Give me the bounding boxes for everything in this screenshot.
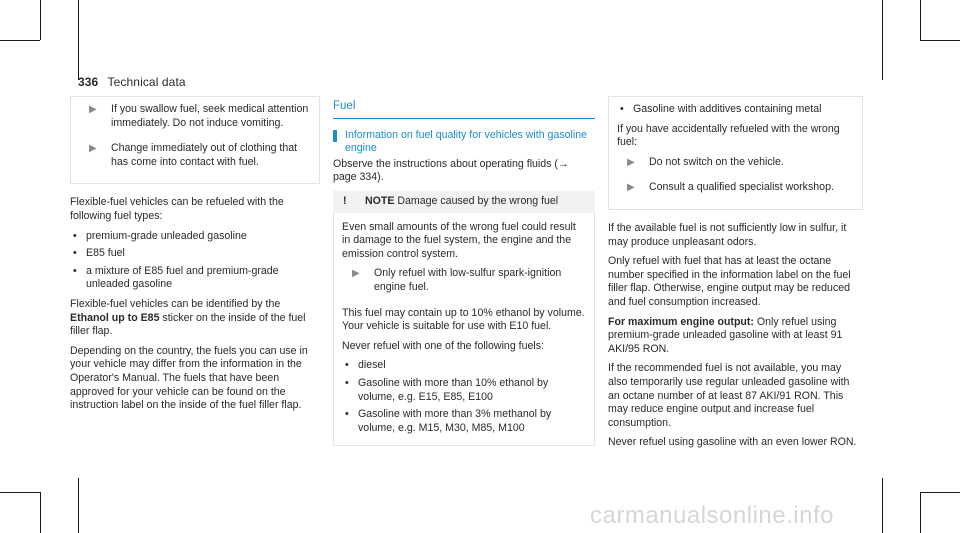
crop-mark	[920, 0, 921, 40]
octane-paragraph: Only refuel with fuel that has at least the octane number specified in the information label on the fuel filler flap. Otherwise, engine output may be reduced and fuel consumption increased.	[608, 255, 851, 308]
step-arrow-icon: ▶	[352, 268, 360, 280]
note-label: NOTE	[365, 194, 395, 207]
step-text: Change immediately out of clothing that has come into contact with fuel.	[111, 142, 298, 168]
page-header	[78, 75, 186, 89]
left-column	[70, 96, 320, 419]
note-title: Damage caused by the wrong fuel	[397, 194, 559, 207]
list-item: • a mixture of E85 fuel and premium-grade unleaded gasoline	[73, 264, 279, 291]
observe-paragraph: Observe the instructions about operating fluids (→ page 334).	[333, 157, 569, 184]
section-title: Fuel	[333, 100, 595, 119]
note-header	[333, 191, 595, 213]
ethanol-paragraph: This fuel may contain up to 10% ethanol by volume. Your vehicle is suitable for use with E10 fuel.	[342, 306, 585, 333]
crop-mark	[920, 492, 960, 493]
section-name: Technical data	[107, 75, 186, 89]
recommended-paragraph: If the recommended fuel is not available, you may also temporarily use regular unleaded gasoline with an octane number of at least 87 AKI/91 RON. This may reduce engine output and increase fuel consumption.	[608, 362, 850, 429]
crop-mark	[882, 0, 883, 80]
never-paragraph: Never refuel with one of the following fuels:	[342, 339, 544, 352]
crop-mark	[40, 492, 41, 533]
step-text: Consult a qualified specialist workshop.	[649, 181, 834, 194]
step-arrow-icon: ▶	[627, 156, 635, 168]
page-number: 336	[78, 75, 99, 89]
list-item: • E85 fuel	[73, 247, 125, 260]
bullet-icon: •	[73, 229, 77, 242]
step-text: If you swallow fuel, seek medical attention immediately. Do not induce vomiting.	[111, 103, 309, 129]
instruction-step	[79, 142, 311, 169]
list-item: • Gasoline with more than 3% methanol by volume, e.g. M15, M30, M85, M100	[345, 408, 552, 434]
bullet-icon: •	[345, 376, 349, 389]
bullet-icon: •	[345, 408, 349, 421]
instruction-step	[617, 181, 854, 195]
crop-mark	[920, 492, 921, 533]
crop-mark	[40, 0, 41, 40]
crop-mark	[78, 0, 79, 80]
step-text: Only refuel with low-sulfur spark-ignition engine fuel.	[374, 267, 562, 293]
accidental-paragraph: If you have accidentally refueled with the wrong fuel:	[617, 122, 840, 149]
identification-paragraph: Flexible-fuel vehicles can be identified by the Ethanol up to E85 sticker on the inside of the fuel filler flap.	[70, 297, 306, 338]
list-item: • Gasoline with more than 10% ethanol by volume, e.g. E15, E85, E100	[345, 376, 549, 403]
instruction-step	[342, 267, 586, 294]
step-arrow-icon: ▶	[89, 104, 97, 115]
country-paragraph: Depending on the country, the fuels you can use in your vehicle may differ from the information in the Operator's Manual. The fuels that have been approved for your vehicle can be found on the instruction label on the inside of the fuel filler flap.	[70, 344, 308, 412]
middle-column	[333, 100, 595, 446]
list-item: • diesel	[345, 359, 386, 372]
instruction-step	[79, 103, 311, 130]
watermark: carmanualsonline.info	[590, 502, 834, 529]
bullet-icon: •	[345, 359, 349, 372]
max-output-label: For maximum engine output:	[608, 315, 754, 328]
right-column	[608, 96, 863, 456]
subsection-title: Information on fuel quality for vehicles with gasoline engine	[333, 129, 595, 156]
fuel-types-intro: Flexible-fuel vehicles can be refueled with the following fuel types:	[70, 196, 284, 222]
max-output-paragraph: For maximum engine output: Only refuel using premium-grade unleaded gasoline with at least 91 AKI/95 RON.	[608, 315, 843, 355]
never-lower-paragraph: Never refuel using gasoline with an even lower RON.	[608, 436, 857, 449]
bullet-icon: •	[73, 264, 77, 277]
crop-mark	[920, 40, 960, 41]
note-body	[333, 213, 595, 447]
instruction-step	[617, 156, 854, 170]
sulfur-paragraph: If the available fuel is not sufficiently low in sulfur, it may produce unpleasant odors.	[608, 221, 847, 248]
exclamation-icon: !	[343, 194, 347, 207]
step-arrow-icon: ▶	[627, 182, 635, 194]
crop-mark	[0, 492, 40, 493]
subsection-marker	[333, 130, 337, 142]
warning-continuation-box	[70, 96, 320, 184]
sticker-name: Ethanol up to E85	[70, 311, 160, 324]
crop-mark	[882, 478, 883, 533]
crop-mark	[78, 478, 79, 533]
list-item: • Gasoline with additives containing metal	[620, 103, 822, 115]
step-arrow-icon: ▶	[89, 143, 97, 155]
note-continuation-box	[608, 96, 863, 210]
bullet-icon: •	[73, 247, 77, 260]
list-item: • premium-grade unleaded gasoline	[73, 229, 247, 242]
step-text: Do not switch on the vehicle.	[649, 155, 784, 168]
note-text: Even small amounts of the wrong fuel could result in damage to the fuel system, the engine and the emission control system.	[342, 220, 576, 260]
bullet-icon: •	[620, 103, 624, 115]
